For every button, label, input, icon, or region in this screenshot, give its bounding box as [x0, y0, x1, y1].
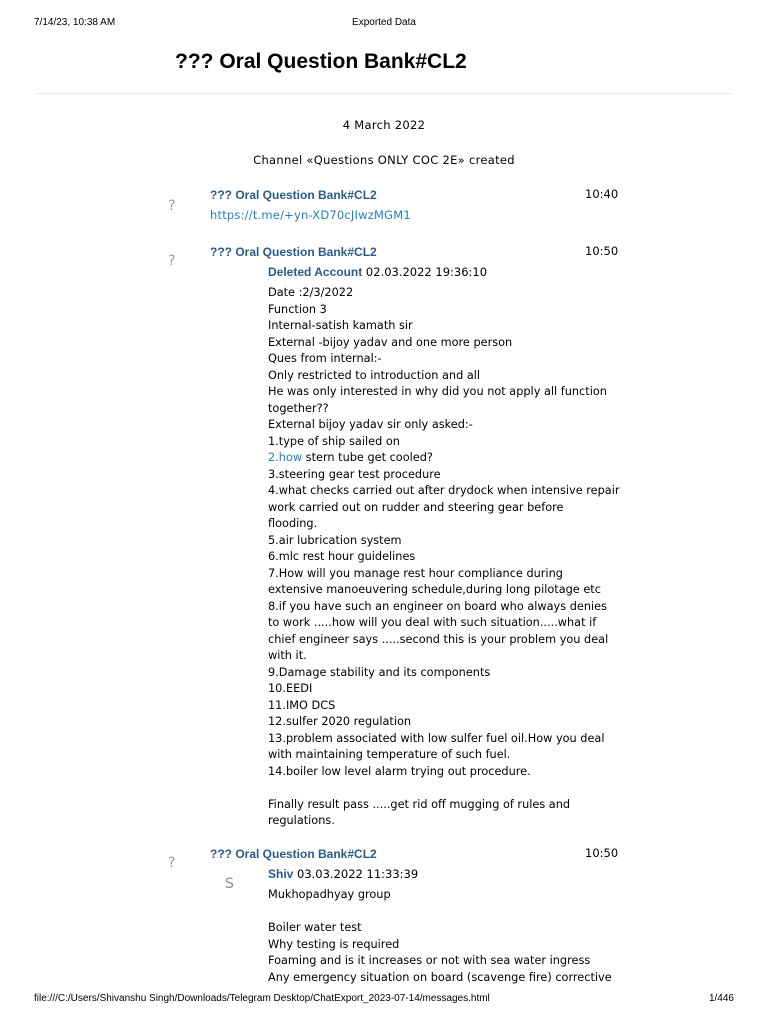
service-channel-created: Channel «Questions ONLY COC 2E» created — [253, 153, 515, 167]
text-line: 10.EEDI — [268, 682, 313, 695]
message-time: 10:40 — [585, 187, 619, 201]
message-from: ??? Oral Question Bank#CL2 — [210, 847, 377, 861]
userpic-icon: ? — [168, 198, 176, 214]
message-time: 10:50 — [585, 244, 619, 258]
message-text — [268, 285, 628, 830]
text-line: Mukhopadhyay group — [268, 888, 391, 901]
page-title: ??? Oral Question Bank#CL2 — [175, 50, 467, 73]
service-date: 4 March 2022 — [342, 118, 426, 132]
text-line: regulations. — [268, 814, 335, 827]
text-line: 8.if you have such an engineer on board who always denies — [268, 599, 607, 613]
text-line: chief engineer says .....second this is your problem you deal — [268, 632, 609, 646]
blank-line — [268, 904, 628, 921]
text-line: 5.air lubrication system — [268, 533, 402, 547]
text-line — [268, 450, 628, 467]
text-line: 14.boiler low level alarm trying out procedure. — [268, 764, 531, 778]
text-line: Why testing is required — [268, 937, 400, 951]
text-line: to work .....how will you deal with such situation.....what if — [268, 616, 597, 629]
print-page-number: 1/446 — [708, 993, 734, 1004]
forwarded-from[interactable]: Deleted Account — [268, 265, 363, 279]
print-datetime: 7/14/23, 10:38 AM — [34, 17, 116, 28]
text-line: Date :2/3/2022 — [268, 286, 354, 299]
text-line: work carried out on rudder and steering gear before — [268, 500, 564, 514]
text-line: 6.mlc rest hour guidelines — [268, 550, 416, 563]
text-line: 7.How will you manage rest hour compliance during — [268, 566, 563, 580]
message-from: ??? Oral Question Bank#CL2 — [210, 245, 377, 259]
text-line: 4.what checks carried out after drydock when intensive repair — [268, 484, 620, 497]
forwarded-date: 03.03.2022 11:33:39 — [297, 867, 419, 881]
forwarded-date: 02.03.2022 19:36:10 — [365, 265, 488, 279]
print-header — [0, 15, 768, 31]
text-line: with it. — [268, 649, 307, 662]
forwarded-from[interactable]: Shiv — [268, 867, 294, 881]
message-time: 10:50 — [585, 846, 619, 860]
print-file-path: file:///C:/Users/Shivanshu Singh/Downloads/Telegram Desktop/ChatExport_2023-07-14/messages.html — [34, 993, 490, 1004]
text-line: Function 3 — [268, 302, 327, 316]
text-line: Foaming and is it increases or not with sea water ingress — [268, 954, 591, 967]
text-line: External bijoy yadav sir only asked:- — [268, 418, 473, 431]
text-line: together?? — [268, 401, 329, 415]
text-line: 1.type of ship sailed on — [268, 434, 400, 448]
text-line: flooding. — [268, 517, 318, 530]
text-line: External -bijoy yadav and one more person — [268, 335, 513, 349]
print-footer — [0, 993, 768, 1009]
userpic-icon: ? — [168, 253, 176, 269]
text-line: 11.IMO DCS — [268, 698, 336, 712]
forwarded-header — [268, 265, 487, 279]
text-line: Boiler water test — [268, 921, 362, 934]
text-line: Any emergency situation on board (scavenge fire) corrective — [268, 970, 612, 984]
text-line: 3.steering gear test procedure — [268, 467, 441, 481]
text-line: extensive manoeuvering schedule,during long pilotage etc — [268, 583, 601, 596]
forwarded-userpic-icon: S — [225, 876, 234, 892]
text-line: Internal-satish kamath sir — [268, 319, 413, 332]
title-divider — [37, 93, 731, 94]
text-line: Finally result pass .....get rid off mugging of rules and — [268, 797, 571, 811]
text-line-rest: stern tube get cooled? — [302, 451, 433, 464]
message-text — [268, 887, 628, 986]
text-line: He was only interested in why did you not apply all function — [268, 385, 607, 398]
text-line: with maintaining temperature of such fuel. — [268, 748, 511, 761]
text-line: 13.problem associated with low sulfer fuel oil.How you deal — [268, 731, 605, 745]
text-line: 12.sulfer 2020 regulation — [268, 715, 412, 728]
message-from: ??? Oral Question Bank#CL2 — [210, 188, 377, 202]
message-link[interactable]: https://t.me/+yn-XD70cJIwzMGM1 — [210, 208, 411, 222]
text-line: Ques from internal:- — [268, 352, 382, 365]
text-line: Only restricted to introduction and all — [268, 368, 481, 382]
forwarded-header — [268, 867, 418, 881]
userpic-icon: ? — [168, 855, 176, 871]
blank-line — [268, 780, 628, 797]
text-line: 9.Damage stability and its components — [268, 665, 491, 679]
inline-link[interactable]: 2.how — [268, 451, 303, 464]
print-title: Exported Data — [352, 17, 416, 28]
